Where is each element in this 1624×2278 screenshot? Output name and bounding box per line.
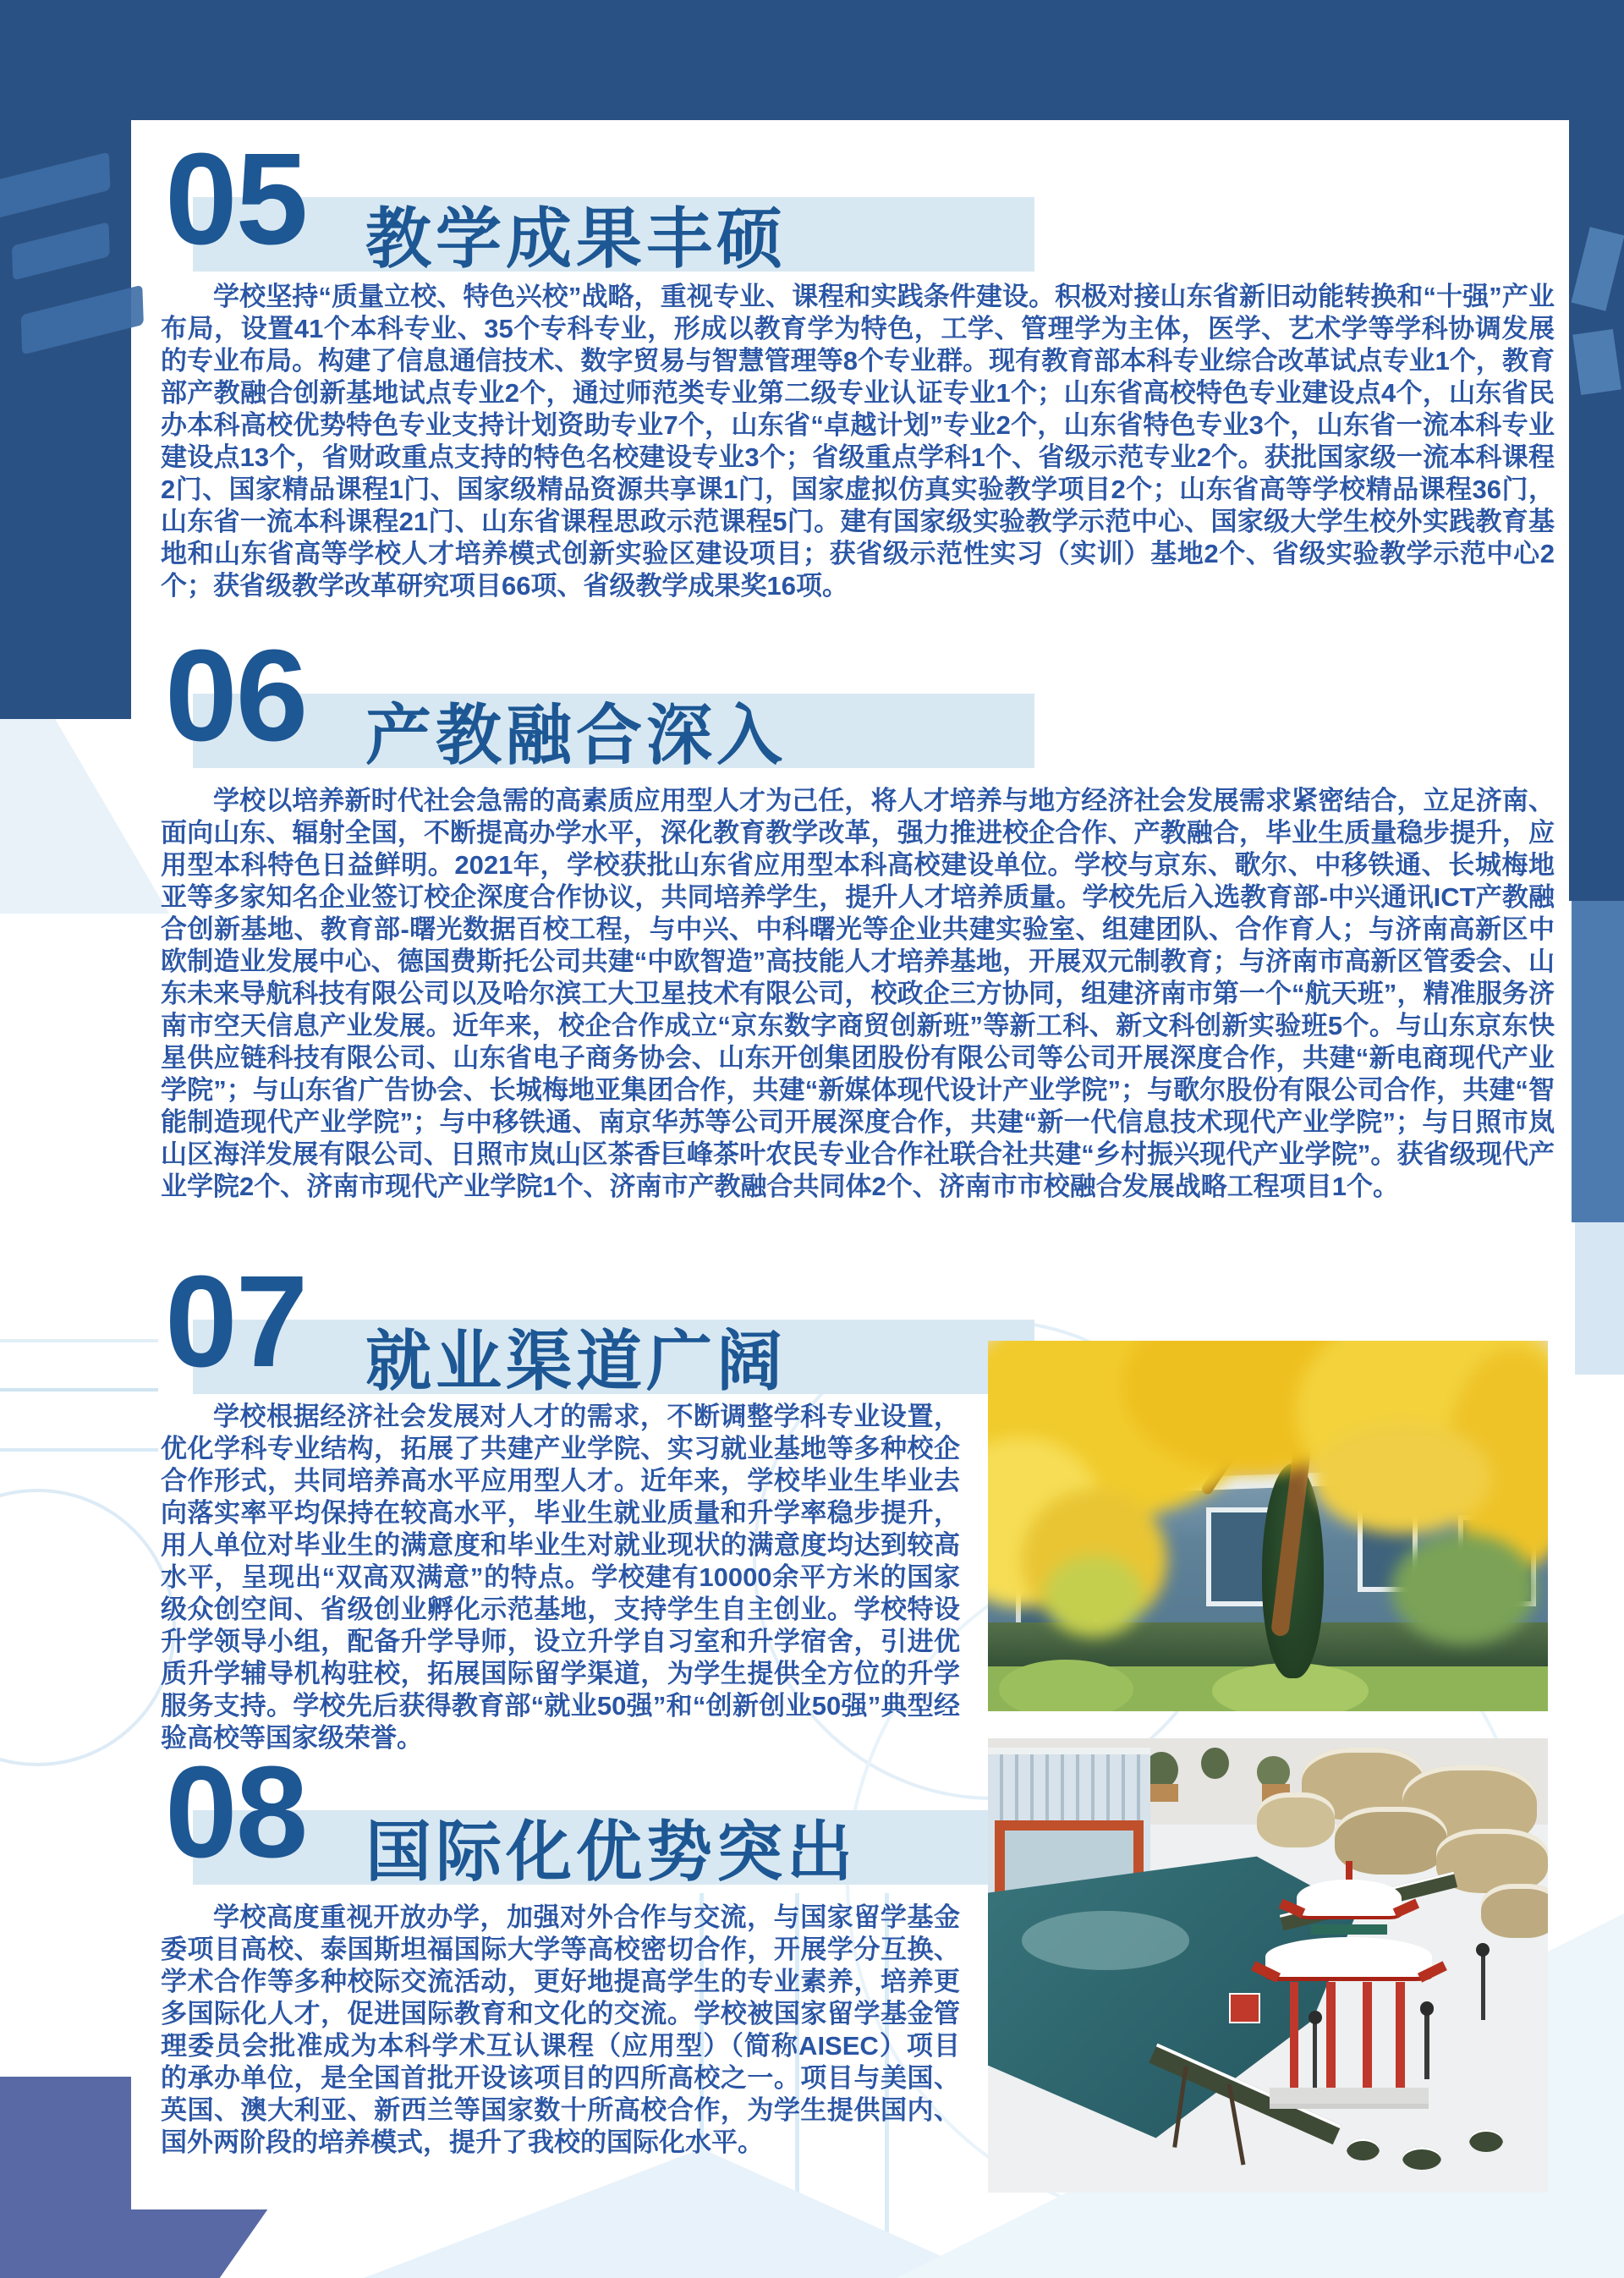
- photo2-rockery: [1481, 1884, 1548, 1938]
- section-05-number: 05: [165, 126, 307, 272]
- photo2-red-pavilion: [1262, 1861, 1435, 2124]
- pavilion-column: [1396, 1982, 1404, 2088]
- photo1-yellow-foliage: [988, 1341, 1548, 1711]
- deco-circle: [0, 1489, 176, 1766]
- section-07-title: 就业渠道广阔: [365, 1324, 787, 1398]
- photo2-snow-bush: [1469, 2129, 1503, 2152]
- photo2-lamp-head: [1309, 2011, 1322, 2024]
- pavilion-column: [1363, 1982, 1371, 2088]
- photo2-lamp-post: [1481, 1951, 1485, 2020]
- deco-line: [0, 1388, 158, 1392]
- right-accent-column: [1569, 0, 1624, 901]
- photo2-red-sign: [1229, 1993, 1260, 2023]
- section-06-body: 学校以培养新时代社会急需的高素质应用型人才为己任，将人才培养与地方经济社会发展需求紧密结合，立足济南、面向山东、辐射全国，不断提高办学水平，深化教育教学改革，强力推进校企合作、产教融合，毕业生质量稳步提升，应用型本科特色日益鲜明。2021年，学校获批山东省应用型本科高校建设单位。学校与京东、歌尔、中移铁通、长城梅地亚等多家知名企业签订校企深度合作协议，共同培养学生，提升人才培养质量。学校先后入选教育部-中兴通讯ICT产教融合创新基地、教育部-曙光数据百校工程，与中兴、中科曙光等企业共建实验室、组建团队、合作育人；与济南高新区中欧制造业发展中心、德国费斯托公司共建“中欧智造”高技能人才培养基地，开展双元制教育；与济南市高新区管委会、山东未来导航科技有限公司以及哈尔滨工大卫星技术有限公司，校政企三方协同，组建济南市第一个“航天班”，精准服务济南市空天信息产业发展。近年来，校企合作成立“京东数字商贸创新班”等新工科、新文科创新实验班5个。与山东京东快星供应链科技有限公司、山东省电子商务协会、山东开创集团股份有限公司等公司开展深度合作，共建“新电商现代产业学院”；与山东省广告协会、长城梅地亚集团合作，共建“新媒体现代设计产业学院”；与歌尔股份有限公司合作，共建“智能制造现代产业学院”；与中移铁通、南京华苏等公司开展深度合作，共建“新一代信息技术现代产业学院”；与日照市岚山区海洋发展有限公司、日照市岚山区茶香巨峰茶叶农民专业合作社联合社共建“乡村振兴现代产业学院”。获省级现代产业学院2个、济南市现代产业学院1个、济南市产教融合共同体2个、济南市市校融合发展战略工程项目1个。: [161, 786, 1555, 1201]
- bottom-pale-wedge: [364, 2149, 990, 2278]
- pavilion-platform: [1270, 2088, 1429, 2104]
- section-08-number: 08: [165, 1739, 307, 1885]
- right-accent-pale-block: [1575, 1222, 1624, 1375]
- section-05-body: 学校坚持“质量立校、特色兴校”战略，重视专业、课程和实践条件建设。积极对接山东省新旧动能转换和“十强”产业布局，设置41个本科专业、35个专科专业，形成以教育学为特色，工学、管理学为主体，医学、艺术学等学科协调发展的专业布局。构建了信息通信技术、数字贸易与智慧管理等8个专业群。现有教育部本科专业综合改革试点专业1个，教育部产教融合创新基地试点专业2个，通过师范类专业第二级专业认证专业1个；山东省高校特色专业建设点4个，山东省民办本科高校优势特色专业支持计划资助专业7个，山东省“卓越计划”专业2个，山东省特色专业3个，山东省一流本科专业建设点13个，省财政重点支持的特色名校建设专业3个；省级重点学科1个、省级示范专业2个。获批国家级一流本科课程2门、国家精品课程1门、国家级精品资源共享课1门，国家虚拟仿真实验教学项目2个；山东省高等学校精品课程36门，山东省一流本科课程21门、山东省课程思政示范课程5门。建有国家级实验教学示范中心、国家级大学生校外实践教育基地和山东省高等学校人才培养模式创新实验区建设项目；获省级示范性实习（实训）基地2个、省级实验教学示范中心2个；获省级教学改革研究项目66项、省级教学成果奖16项。: [161, 282, 1555, 601]
- section-08-body: 学校高度重视开放办学，加强对外合作与交流，与国家留学基金委项目高校、泰国斯坦福国际大学等高校密切合作，开展学分互换、学术合作等多种校际交流活动，更好地提高学生的专业素养，培养更多国际化人才，促进国际教育和文化的交流。学校被国家留学基金管理委员会批准成为本科学术互认课程（应用型）（简称AISEC）项目的承办单位，是全国首批开设该项目的四所高校之一。项目与美国、英国、澳大利亚、新西兰等国家数十所高校合作，为学生提供国内、国外两阶段的培养模式，提升了我校的国际化水平。: [161, 1902, 960, 2157]
- section-05-title: 教学成果丰硕: [365, 201, 787, 276]
- photo2-lamp-post: [1424, 2011, 1429, 2079]
- pavilion-upper-roof: [1297, 1880, 1401, 1917]
- left-wedge-shape: [0, 717, 169, 914]
- photo2-planter: [1150, 1784, 1178, 1802]
- section-07-body: 学校根据经济社会发展对人才的需求，不断调整学科专业设置，优化学科专业结构，拓展了共建产业学院、实习就业基地等多种校企合作形式，共同培养高水平应用型人才。近年来，学校毕业生毕业去向落实率平均保持在较高水平，毕业生就业质量和升学率稳步提升，用人单位对毕业生的满意度和毕业生对就业现状的满意度均达到较高水平，呈现出“双高双满意”的特点。学校建有10000余平方米的国家级众创空间、省级创业孵化示范基地，支持学生自主创业。学校特设升学领导小组，配备升学导师，设立升学自习室和升学宿舍，引进优质升学辅导机构驻校，拓展国际留学渠道，为学生提供全方位的升学服务支持。学校先后获得教育部“就业50强”和“创新创业50强”典型经验高校等国家级荣誉。: [161, 1402, 960, 1753]
- photo2-lamp-head: [1476, 1943, 1490, 1957]
- right-watermark-stroke: [1572, 329, 1621, 395]
- section-07-number: 07: [165, 1249, 307, 1394]
- section-06-title: 产教融合深入: [365, 698, 787, 772]
- photo2-lamp-head: [1420, 2001, 1434, 2015]
- pavilion-lower-roof: [1265, 1937, 1432, 1977]
- right-accent-mid-block: [1572, 901, 1624, 1222]
- pavilion-beam: [1311, 1924, 1387, 1935]
- watermark-stroke: [21, 285, 144, 355]
- photo-winter-snow-pavilion: [988, 1738, 1548, 2193]
- photo2-lake-shimmer: [1022, 1911, 1190, 1970]
- photo2-tree: [1201, 1748, 1229, 1780]
- section-06-number: 06: [165, 623, 307, 768]
- top-banner: [0, 0, 1569, 120]
- deco-line: [0, 1339, 158, 1342]
- section-08-title: 国际化优势突出: [365, 1814, 858, 1889]
- photo2-lamp-post: [1313, 2020, 1317, 2089]
- deco-line: [0, 1448, 158, 1452]
- photo-autumn-campus: [988, 1341, 1548, 1711]
- watermark-stroke: [12, 222, 110, 280]
- pavilion-column: [1326, 1982, 1335, 2088]
- pavilion-column: [1290, 1982, 1298, 2088]
- photo2-rockery: [1257, 1792, 1336, 1847]
